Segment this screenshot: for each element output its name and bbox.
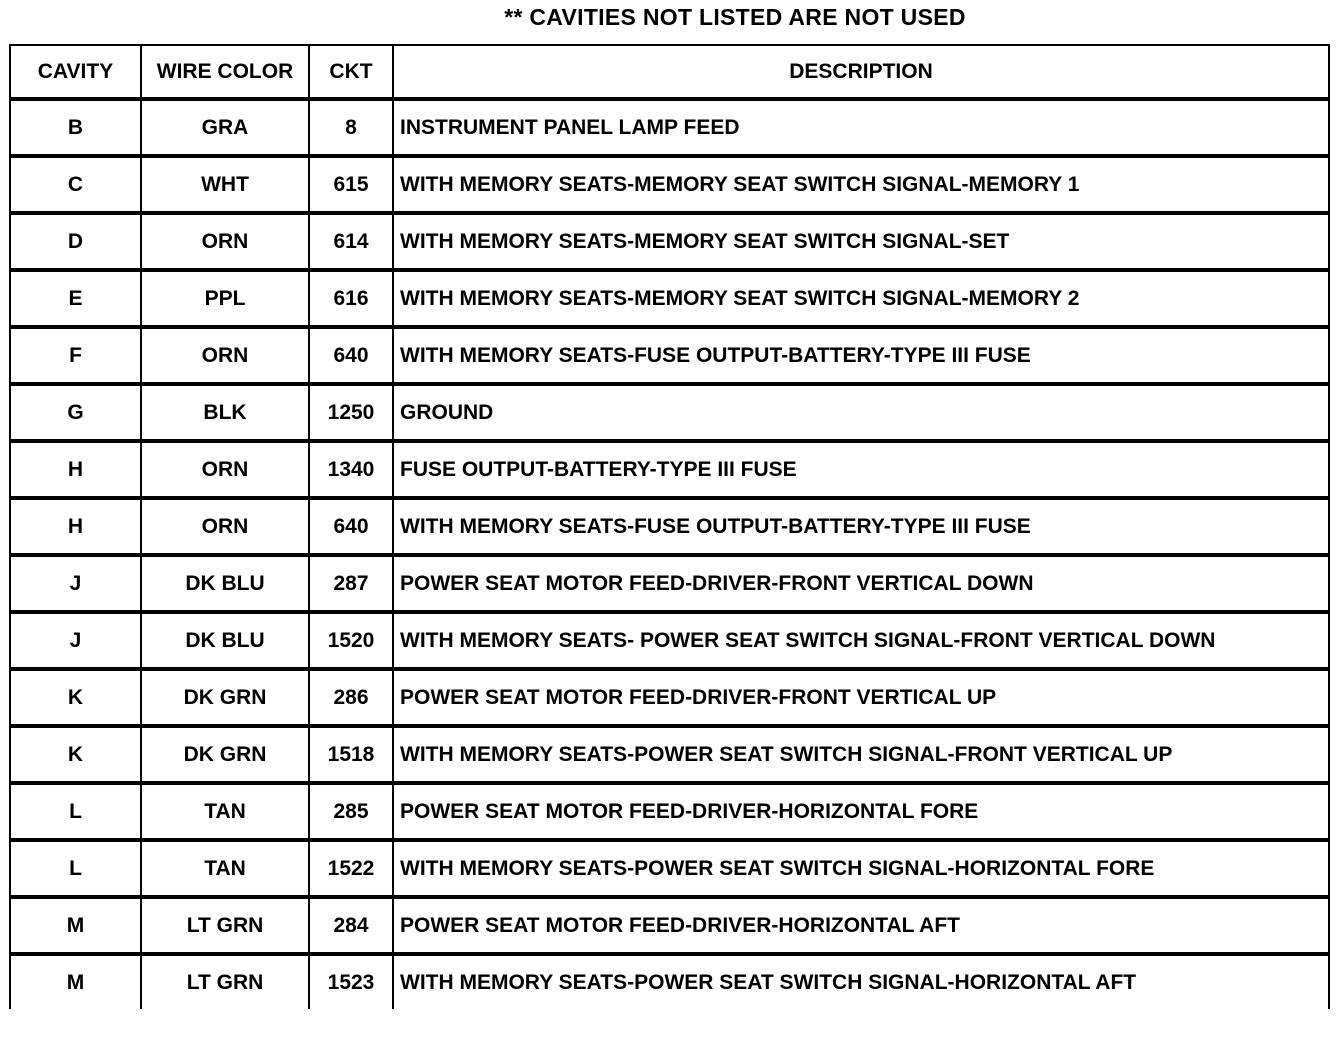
- cell-wire-color: ORN: [141, 327, 309, 384]
- cell-wire-color: DK GRN: [141, 726, 309, 783]
- cell-description: WITH MEMORY SEATS-FUSE OUTPUT-BATTERY-TYPE III FUSE: [393, 327, 1329, 384]
- cell-wire-color: TAN: [141, 840, 309, 897]
- table-row: [10, 726, 1329, 783]
- header-ckt: CKT: [309, 45, 393, 99]
- cell-wire-color: LT GRN: [141, 954, 309, 1009]
- cell-cavity: M: [10, 897, 141, 954]
- cell-description: INSTRUMENT PANEL LAMP FEED: [393, 99, 1329, 156]
- connector-cavity-table: [9, 44, 1330, 1009]
- cell-description: WITH MEMORY SEATS-FUSE OUTPUT-BATTERY-TYPE III FUSE: [393, 498, 1329, 555]
- cell-description: WITH MEMORY SEATS-POWER SEAT SWITCH SIGNAL-FRONT VERTICAL UP: [393, 726, 1329, 783]
- header-description: DESCRIPTION: [393, 45, 1329, 99]
- cell-wire-color: DK BLU: [141, 612, 309, 669]
- table-row: [10, 498, 1329, 555]
- header-wire-color: WIRE COLOR: [141, 45, 309, 99]
- table-row: [10, 213, 1329, 270]
- cell-cavity: K: [10, 726, 141, 783]
- cell-description: WITH MEMORY SEATS-POWER SEAT SWITCH SIGNAL-HORIZONTAL AFT: [393, 954, 1329, 1009]
- cell-cavity: B: [10, 99, 141, 156]
- table-row: [10, 441, 1329, 498]
- cell-wire-color: ORN: [141, 441, 309, 498]
- cell-wire-color: GRA: [141, 99, 309, 156]
- cell-ckt: 1523: [309, 954, 393, 1009]
- cell-ckt: 286: [309, 669, 393, 726]
- cell-ckt: 8: [309, 99, 393, 156]
- cell-cavity: H: [10, 441, 141, 498]
- cell-ckt: 1250: [309, 384, 393, 441]
- cell-description: POWER SEAT MOTOR FEED-DRIVER-FRONT VERTICAL UP: [393, 669, 1329, 726]
- table-row: [10, 612, 1329, 669]
- cell-description: POWER SEAT MOTOR FEED-DRIVER-HORIZONTAL AFT: [393, 897, 1329, 954]
- table-row: [10, 384, 1329, 441]
- header-cavity: CAVITY: [10, 45, 141, 99]
- cell-ckt: 1522: [309, 840, 393, 897]
- table-row: [10, 840, 1329, 897]
- cell-ckt: 285: [309, 783, 393, 840]
- cell-cavity: D: [10, 213, 141, 270]
- cell-cavity: J: [10, 612, 141, 669]
- cell-ckt: 287: [309, 555, 393, 612]
- cell-cavity: G: [10, 384, 141, 441]
- cell-description: WITH MEMORY SEATS-POWER SEAT SWITCH SIGNAL-HORIZONTAL FORE: [393, 840, 1329, 897]
- cell-description: FUSE OUTPUT-BATTERY-TYPE III FUSE: [393, 441, 1329, 498]
- cell-description: WITH MEMORY SEATS-MEMORY SEAT SWITCH SIGNAL-SET: [393, 213, 1329, 270]
- cell-wire-color: ORN: [141, 213, 309, 270]
- cell-wire-color: LT GRN: [141, 897, 309, 954]
- cell-description: WITH MEMORY SEATS-MEMORY SEAT SWITCH SIGNAL-MEMORY 2: [393, 270, 1329, 327]
- table-row: [10, 897, 1329, 954]
- cell-cavity: J: [10, 555, 141, 612]
- cell-ckt: 1518: [309, 726, 393, 783]
- cell-cavity: K: [10, 669, 141, 726]
- table-header-row: [10, 45, 1329, 99]
- cell-description: WITH MEMORY SEATS- POWER SEAT SWITCH SIGNAL-FRONT VERTICAL DOWN: [393, 612, 1329, 669]
- cell-ckt: 614: [309, 213, 393, 270]
- table-row: [10, 954, 1329, 1009]
- table-row: [10, 327, 1329, 384]
- cell-ckt: 616: [309, 270, 393, 327]
- cell-cavity: L: [10, 840, 141, 897]
- cell-wire-color: TAN: [141, 783, 309, 840]
- cell-wire-color: DK GRN: [141, 669, 309, 726]
- table-row: [10, 669, 1329, 726]
- table-row: [10, 783, 1329, 840]
- cell-wire-color: PPL: [141, 270, 309, 327]
- cell-cavity: L: [10, 783, 141, 840]
- cell-ckt: 284: [309, 897, 393, 954]
- cell-wire-color: ORN: [141, 498, 309, 555]
- cell-cavity: C: [10, 156, 141, 213]
- cell-description: POWER SEAT MOTOR FEED-DRIVER-HORIZONTAL FORE: [393, 783, 1329, 840]
- cell-cavity: M: [10, 954, 141, 1009]
- cell-description: POWER SEAT MOTOR FEED-DRIVER-FRONT VERTICAL DOWN: [393, 555, 1329, 612]
- cell-cavity: F: [10, 327, 141, 384]
- table-row: [10, 270, 1329, 327]
- cell-ckt: 1340: [309, 441, 393, 498]
- cell-wire-color: WHT: [141, 156, 309, 213]
- cell-ckt: 1520: [309, 612, 393, 669]
- cell-description: GROUND: [393, 384, 1329, 441]
- cell-cavity: E: [10, 270, 141, 327]
- cell-ckt: 615: [309, 156, 393, 213]
- table-row: [10, 99, 1329, 156]
- table-row: [10, 156, 1329, 213]
- cell-cavity: H: [10, 498, 141, 555]
- cell-wire-color: BLK: [141, 384, 309, 441]
- table-row: [10, 555, 1329, 612]
- cell-wire-color: DK BLU: [141, 555, 309, 612]
- cell-ckt: 640: [309, 498, 393, 555]
- cell-description: WITH MEMORY SEATS-MEMORY SEAT SWITCH SIGNAL-MEMORY 1: [393, 156, 1329, 213]
- table-note: ** CAVITIES NOT LISTED ARE NOT USED: [504, 4, 966, 30]
- cell-ckt: 640: [309, 327, 393, 384]
